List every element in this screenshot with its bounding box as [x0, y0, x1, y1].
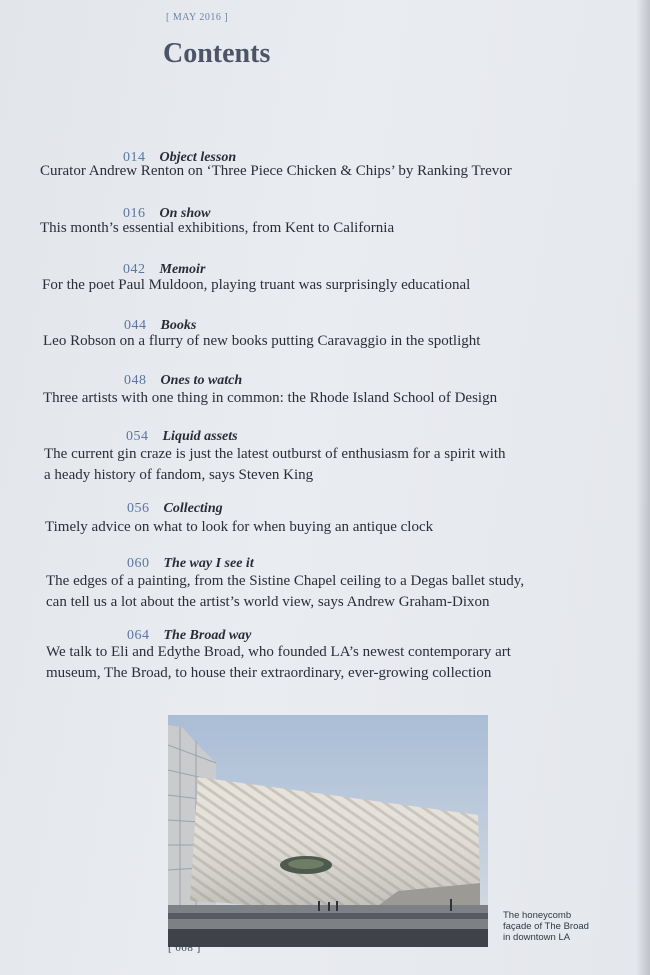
entry-description-line: Curator Andrew Renton on ‘Three Piece Chicken & Chips’ by Ranking Trevor: [40, 163, 512, 179]
entry-description: [44, 444, 506, 486]
entry-page-number: 044: [124, 318, 147, 333]
entry-title: Books: [160, 318, 197, 333]
entry-title: Object lesson: [159, 150, 237, 165]
broad-museum-illustration: [168, 715, 488, 947]
entry-title: Collecting: [163, 501, 223, 516]
issue-date: [ MAY 2016 ]: [166, 12, 229, 23]
entry-description-line: The edges of a painting, from the Sistine Chapel ceiling to a Degas ballet study,: [46, 573, 525, 589]
entry-title: Liquid assets: [162, 429, 238, 444]
entry-description-line: Three artists with one thing in common: the Rhode Island School of Design: [43, 390, 498, 406]
entry-description: [42, 275, 470, 296]
broad-museum-photo: [168, 715, 488, 947]
entry-page-number: 016: [123, 206, 146, 221]
entry-page-number: 048: [124, 373, 147, 388]
entry-title: Memoir: [159, 262, 206, 277]
caption-line: façade of The Broad: [503, 921, 589, 932]
entry-description-line: museum, The Broad, to house their extraordinary, ever-growing collection: [46, 665, 492, 681]
entry-page-number: 056: [127, 501, 150, 516]
entry-page-number: 042: [123, 262, 146, 277]
entry-description-line: This month’s essential exhibitions, from Kent to California: [40, 220, 395, 236]
entry-page-number: 064: [127, 628, 150, 643]
entry-description: [46, 571, 524, 613]
entry-description-line: The current gin craze is just the latest outburst of enthusiasm for a spirit with: [44, 446, 506, 462]
caption-line: The honeycomb: [503, 910, 572, 921]
entry-description-line: a heady history of fandom, says Steven King: [44, 467, 314, 483]
entry-title: Ones to watch: [160, 373, 243, 388]
entry-title: On show: [159, 206, 211, 221]
entry-description: [40, 161, 512, 182]
entry-description: [45, 517, 433, 538]
entry-page-number: 060: [127, 556, 150, 571]
entry-description-line: Timely advice on what to look for when buying an antique clock: [45, 519, 434, 535]
entry-title: The way I see it: [163, 556, 254, 571]
entry-description: [40, 218, 394, 239]
caption-line: in downtown LA: [503, 932, 571, 943]
entry-description-line: Leo Robson on a flurry of new books putting Caravaggio in the spotlight: [43, 333, 481, 349]
entry-description: [43, 331, 480, 352]
photo-caption: [503, 910, 613, 943]
page-title: Contents: [163, 38, 271, 69]
entry-description: [46, 642, 511, 684]
entry-description-line: We talk to Eli and Edythe Broad, who founded LA’s newest contemporary art: [46, 644, 511, 660]
entry-heading: [127, 500, 223, 518]
entry-description-line: For the poet Paul Muldoon, playing truant was surprisingly educational: [42, 277, 471, 293]
entry-title: The Broad way: [163, 628, 252, 643]
entry-page-number: 054: [126, 429, 149, 444]
entry-page-number: 014: [123, 150, 146, 165]
entry-description-line: can tell us a lot about the artist’s world view, says Andrew Graham-Dixon: [46, 594, 490, 610]
page-folio: [ 008 ]: [168, 942, 201, 954]
entry-description: [43, 388, 497, 409]
